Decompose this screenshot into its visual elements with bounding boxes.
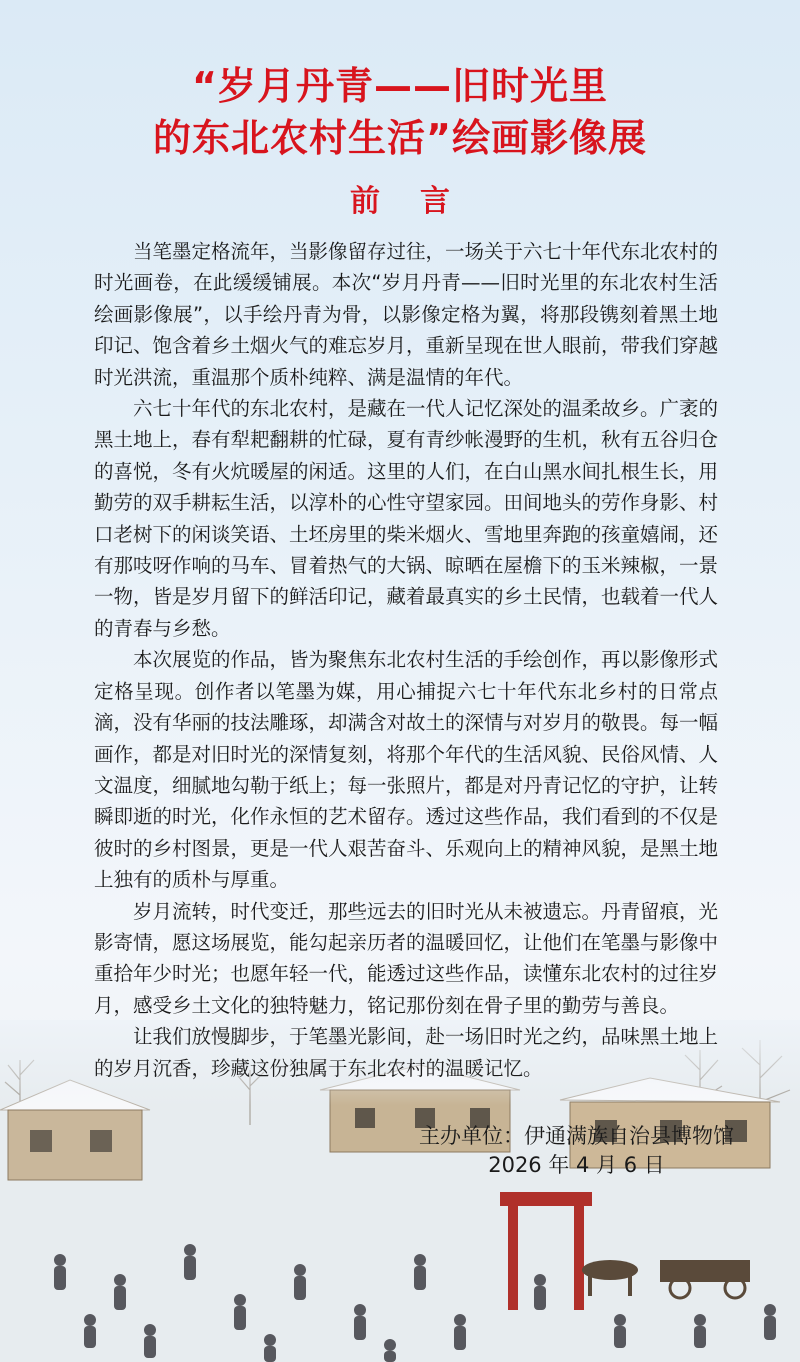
- preface-paragraph-1: 当笔墨定格流年，当影像留存过往，一场关于六七十年代东北农村的时光画卷，在此缓缓铺展。本次“岁月丹青——旧时光里的东北农村生活绘画影像展”，以手绘丹青为骨，以影像定格为翼，将那段镌刻着黑土地印记、饱含着乡土烟火气的难忘岁月，重新呈现在世人眼前，带我们穿越时光洪流，重温那个质朴纯粹、满是温情的年代。: [94, 240, 719, 389]
- preface-heading: 前言: [350, 184, 490, 219]
- title-line-2: 的东北农村生活”绘画影像展: [153, 116, 647, 160]
- organizer-block: [419, 1122, 734, 1180]
- organizer-date: 2026 年 4 月 6 日: [488, 1153, 665, 1177]
- preface-paragraph-3: 本次展览的作品，皆为聚焦东北农村生活的手绘创作，再以影像形式定格呈现。创作者以笔墨为媒，用心捕捉六七十年代东北乡村的日常点滴，没有华丽的技法雕琢，却满含对故土的深情与对岁月的敬畏。每一幅画作，都是对旧时光的深情复刻，将那个年代的生活风貌、民俗风情、人文温度，细腻地勾勒于纸上；每一张照片，都是对丹青记忆的守护，让转瞬即逝的时光，化作永恒的艺术留存。透过这些作品，我们看到的不仅是彼时的乡村图景，更是一代人艰苦奋斗、乐观向上的精神风貌，是黑土地上独有的质朴与厚重。: [94, 648, 719, 892]
- preface-paragraph-5: 让我们放慢脚步，于笔墨光影间，赴一场旧时光之约，品味黑土地上的岁月沉香，珍藏这份独属于东北农村的温暖记忆。: [94, 1025, 719, 1080]
- preface-paragraph-2: 六七十年代的东北农村，是藏在一代人记忆深处的温柔故乡。广袤的黑土地上，春有犁耙翻耕的忙碌，夏有青纱帐漫野的生机，秋有五谷归仓的喜悦，冬有火炕暖屋的闲适。这里的人们，在白山黑水间扎根生长，用勤劳的双手耕耘生活，以淳朴的心性守望家园。田间地头的劳作身影、村口老树下的闲谈笑语、土坯房里的柴米烟火、雪地里奔跑的孩童嬉闹，还有那吱呀作响的马车、冒着热气的大锅、晾晒在屋檐下的玉米辣椒，一景一物，皆是岁月留下的鲜活印记，藏着最真实的乡土民情，也载着一代人的青春与乡愁。: [94, 397, 719, 640]
- exhibition-title: [0, 60, 800, 164]
- organizer-line: 主办单位：伊通满族自治县博物馆: [419, 1124, 734, 1148]
- preface-paragraph-4: 岁月流转，时代变迁，那些远去的旧时光从未被遗忘。丹青留痕，光影寄情，愿这场展览，能勾起亲历者的温暖回忆，让他们在笔墨与影像中重拾年少时光；也愿年轻一代，能透过这些作品，读懂东北农村的过往岁月，感受乡土文化的独特魅力，铭记那份刻在骨子里的勤劳与善良。: [94, 899, 719, 1017]
- preface-body: [94, 236, 718, 1084]
- title-line-1: “岁月丹青——旧时光里: [192, 64, 608, 108]
